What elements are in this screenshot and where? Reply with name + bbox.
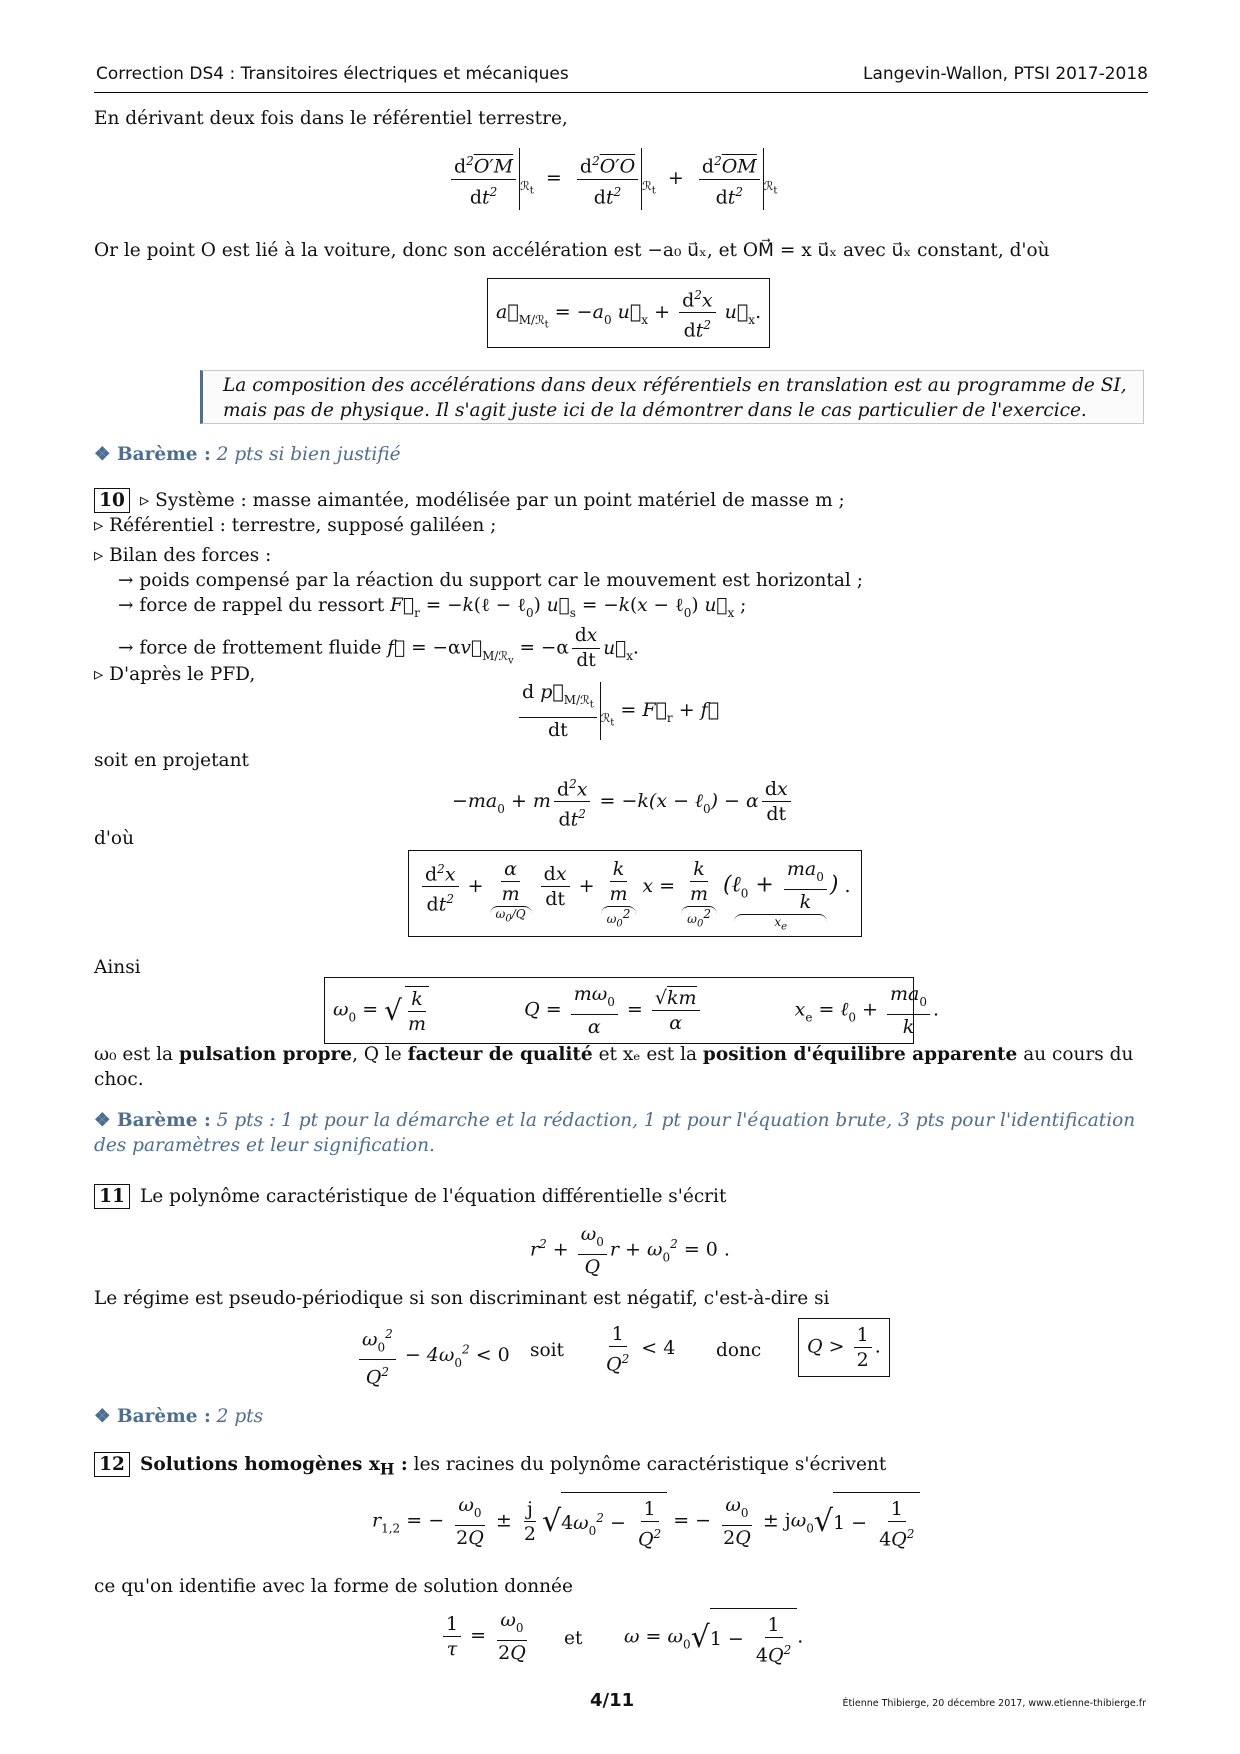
q11-number: 11 [94, 1184, 130, 1209]
q12-title-text: Solutions homogènes x [140, 1454, 380, 1475]
equation-discriminant: $\frac{\omega_0^2}{Q^2}$ − $4\omega_0^2 < 0$ [356, 1322, 510, 1390]
equation-boxed-canonical: $\frac{d^2x}{dt^2}$ + $\frac{\alpha}{m}$ $\omega_0/Q$ $\frac{dx}{dt}$ + $\frac{k}{m}$ $\omega_0^2$ x = $\frac{k}{m}$ $\omega_0^2$ (ℓ$_0$ + $\frac{ma_0}{k}$ ) $x_e$ . [408, 850, 862, 937]
paragraph-point-o: Or le point O est lié à la voiture, donc son accélération est −a₀ u⃗ₓ, et OM⃗ = x u⃗ₓ avec u⃗ₓ constant, d'où [94, 240, 1050, 261]
q11-soit: soit [530, 1340, 564, 1361]
q10-force-poids: → poids compensé par la réaction du support car le mouvement est horizontal ; [118, 570, 863, 591]
bareme-1 [94, 442, 401, 467]
q10-systeme-text: ▹ Système : masse aimantée, modélisée par un point matériel de masse m ; [140, 490, 845, 511]
bareme-2-text: 5 pts : 1 pt pour la démarche et la rédaction, 1 pt pour l'équation brute, 3 pts pour l'identification des paramètres et leur signification. [94, 1110, 1136, 1156]
q12-number: 12 [94, 1452, 130, 1477]
equation-boxed-parameters: $\omega_0$ = √ $\frac{k}{m}$ Q = $\frac{m\omega_0}{\alpha}$ = $\frac{√km}{\alpha}$ $x_e$ = ℓ$_0$ + $\frac{ma_0}{k}$ . [324, 977, 914, 1044]
q12-text: les racines du polynôme caractéristique s'écrivent [407, 1454, 887, 1475]
q12-title-colon: : [394, 1454, 408, 1475]
q11-text: Le polynôme caractéristique de l'équation différentielle s'écrit [140, 1186, 727, 1207]
note-box [200, 370, 1144, 424]
q10-conclusion [94, 1042, 1144, 1092]
bareme-label: ❖ Barème : [94, 1110, 211, 1131]
q11-intro [94, 1184, 726, 1209]
header-title: Correction DS4 : Transitoires électriques et mécaniques [96, 64, 569, 84]
q12-title [140, 1454, 408, 1479]
bareme-2 [94, 1108, 1144, 1158]
q10-projetant: soit en projetant [94, 750, 249, 771]
q10-force-frottement: → force de frottement fluide f⃗ = $-\alpha v⃗_{M/ℛ_v} = -\alpha$ $\frac{dx}{dt}$ $u⃗_x$. [118, 625, 639, 671]
equation-q-inverse: $\frac{1}{Q^2}$ < 4 [606, 1323, 676, 1376]
q10-conclusion-2: , Q le [352, 1044, 408, 1065]
equation-roots: $r_{1,2}$ = − $\frac{\omega_0}{2Q}$ ± $\frac{j}{2}$ $√4\omega_0^2$ − $\frac{1}{Q^2}$ = − $\frac{\omega_0}{2Q}$ ± $j\omega_0√1$ − $\frac{1}{4Q^2}$ [372, 1492, 920, 1551]
q10-referentiel: ▹ Référentiel : terrestre, supposé galiléen ; [94, 515, 497, 536]
equation-omega: $\omega = \omega_0√1$ − $\frac{1}{4Q^2}$ . [624, 1608, 803, 1667]
q10-pfd: ▹ D'après le PFD, [94, 664, 256, 685]
q10-systeme [94, 488, 845, 513]
q10-conclusion-position: position d'équilibre apparente [702, 1044, 1018, 1065]
q12-text2: ce qu'on identifie avec la forme de solution donnée [94, 1576, 573, 1597]
q10-conclusion-4: au cours du choc. [94, 1044, 1134, 1090]
footer-author: Étienne Thibierge, 20 décembre 2017, www.etienne-thibierge.fr [842, 1698, 1146, 1709]
bareme-label: ❖ Barème : [94, 1406, 211, 1427]
note-text: La composition des accélérations dans deux référentiels en translation est au programme de SI, mais pas de physique. Il s'agit juste ici de la démontrer dans le cas particulier de l'exercice. [223, 375, 1127, 421]
q10-dou: d'où [94, 828, 134, 849]
equation-boxed-q-condition: Q > $\frac{1}{2}$ . [798, 1318, 890, 1377]
bareme-3-text: 2 pts [216, 1406, 264, 1427]
q10-conclusion-3: et xₑ est la [592, 1044, 703, 1065]
q11-donc: donc [716, 1340, 762, 1361]
q10-ainsi: Ainsi [94, 957, 141, 978]
q10-conclusion-facteur: facteur de qualité [407, 1044, 593, 1065]
equation-projection: $-ma_0 + m$ $\frac{d^2x}{dt^2}$ = −k(x − ℓ$_0$) − α $\frac{dx}{dt}$ [452, 772, 794, 832]
q10-number: 10 [94, 488, 130, 513]
bareme-1-text: 2 pts si bien justifié [216, 444, 401, 465]
header-course: Langevin-Wallon, PTSI 2017-2018 [863, 64, 1148, 84]
q10-conclusion-1: ω₀ est la [94, 1044, 179, 1065]
bareme-3 [94, 1404, 263, 1429]
equation-characteristic-polynomial: $r^2$ + $\frac{\omega_0}{Q}$ $r + \omega_0^2 = 0$ . [530, 1223, 730, 1278]
q10-conclusion-pulsation: pulsation propre [178, 1044, 353, 1065]
paragraph-derivation: En dérivant deux fois dans le référentiel terrestre, [94, 108, 568, 129]
equation-tau: $\frac{1}{\tau}$ = $\frac{\omega_0}{2Q}$ [440, 1608, 532, 1665]
q10-force-frottement-label: → force de frottement fluide [118, 637, 382, 659]
q11-text2: Le régime est pseudo-périodique si son discriminant est négatif, c'est-à-dire si [94, 1288, 830, 1309]
equation-pfd: $\frac{d p⃗_{M/ℛ_t}}{dt}$ $_{ℛ_t} = F⃗_r$ + f⃗ [516, 680, 719, 742]
q10-force-rappel-label: → force de rappel du ressort [118, 595, 385, 616]
q12-title-sub: H [379, 1460, 395, 1479]
equation-boxed-acceleration: $a⃗_{M/ℛ_t} = -a_0$ $u⃗_x$ + $\frac{d^2x}{dt^2}$ $u⃗_x$. [487, 278, 770, 348]
page-number: 4/11 [590, 1690, 635, 1711]
q10-force-rappel: → force de rappel du ressort $F⃗_r$ = −k(ℓ − ℓ$_0$) $u⃗_s = -k(x$ − ℓ$_0$) $u⃗_x$ ; [118, 595, 747, 620]
equation-acceleration-composition: $\frac{d^2O'M}{dt^2}$ $_{ℛ_t}$ = $\frac{d^2O'O}{dt^2}$ $_{ℛ_t}$ + $\frac{d^2\overline{OM}}{dt^2}$ $_{ℛ_t}$ [448, 148, 777, 210]
q12-et: et [564, 1628, 583, 1649]
q10-bilan: ▹ Bilan des forces : [94, 545, 272, 566]
q12-intro [94, 1452, 886, 1483]
bareme-label: ❖ Barème : [94, 444, 211, 465]
page-header [94, 62, 1148, 93]
